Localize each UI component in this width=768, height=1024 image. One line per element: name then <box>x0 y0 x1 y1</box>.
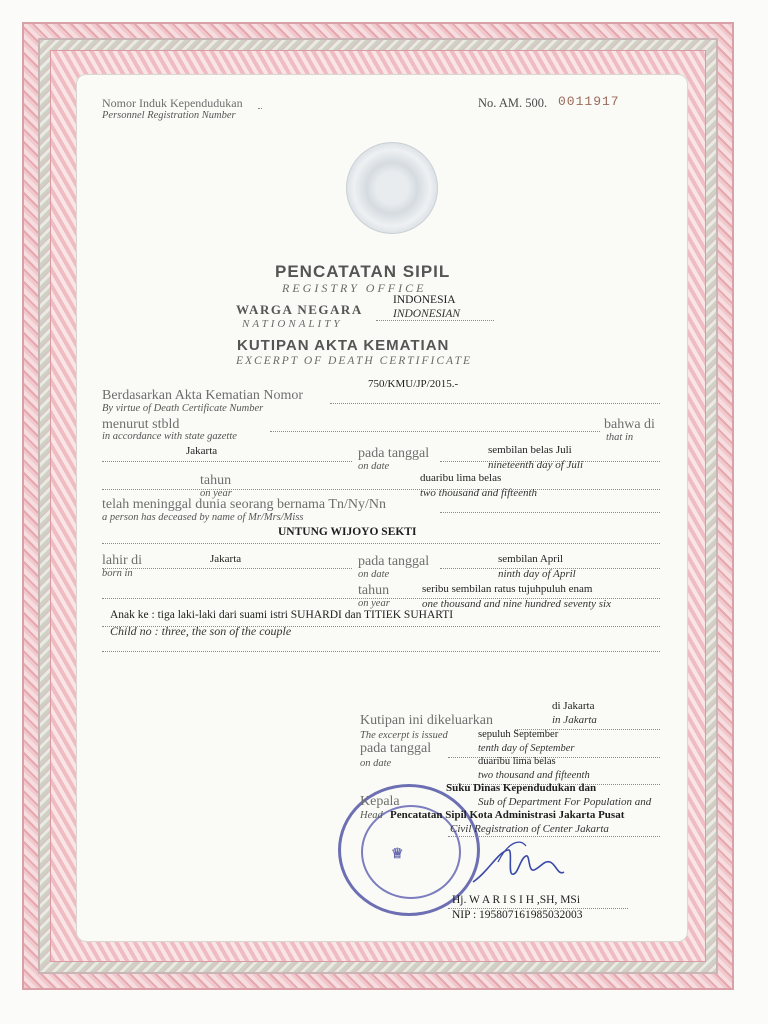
basis-label: Berdasarkan Akta Kematian Nomor <box>102 388 303 403</box>
birth-year-label-en: on year <box>358 598 390 609</box>
document-number-prefix: No. AM. 500. <box>478 96 548 110</box>
birth-year-en: one thousand and nine hundred seventy six <box>422 598 611 610</box>
death-year-en: two thousand and fifteenth <box>420 487 538 499</box>
birth-date: sembilan April <box>498 553 564 565</box>
child-line: Anak ke : tiga laki-laki dari suami istri SUHARDI dan TITIEK SUHARTI <box>110 609 454 621</box>
issue-date-label: pada tanggal <box>360 741 432 756</box>
death-place: Jakarta <box>186 445 218 457</box>
signature-icon <box>468 832 568 892</box>
deceased-name-dotted-line <box>102 543 660 544</box>
office-line-1: Suku Dinas Kependudukan dan <box>446 782 597 794</box>
birth-year-label: tahun <box>358 583 390 598</box>
deceased-label: telah meninggal dunia seorang bernama Tn/Ny/Nn <box>102 497 386 512</box>
basis-dotted-line <box>330 403 660 404</box>
hologram-seal-icon <box>346 142 438 234</box>
death-on-date-label: pada tanggal <box>358 446 430 461</box>
birth-date-en: ninth day of April <box>498 568 576 580</box>
nationality-value-en: INDONESIAN <box>393 308 461 320</box>
nik-dotted-line <box>258 108 262 109</box>
issue-date-en: tenth day of September <box>478 743 575 754</box>
stbld-label: menurut stbld <box>102 417 180 432</box>
nationality-label: WARGA NEGARA <box>236 302 363 317</box>
deceased-name: UNTUNG WIJOYO SEKTI <box>278 526 417 538</box>
official-stamp-icon: ♕ <box>338 784 480 916</box>
head-label: Kepala <box>360 794 400 809</box>
death-year-label-en: on year <box>200 488 232 499</box>
birth-on-date-label: pada tanggal <box>358 554 430 569</box>
deceased-label-en: a person has deceased by name of Mr/Mrs/Miss <box>102 512 304 523</box>
death-date: sembilan belas Juli <box>488 444 572 456</box>
death-year: duaribu lima belas <box>420 472 502 484</box>
nik-label: Nomor Induk Kependudukan <box>102 96 243 110</box>
death-place-dotted-line <box>102 461 352 462</box>
document-number: 0011917 <box>558 94 620 109</box>
born-label: lahir di <box>102 553 143 568</box>
issue-place-en: in Jakarta <box>552 714 597 726</box>
issue-year: duaribu lima belas <box>478 756 556 767</box>
death-year-label: tahun <box>200 473 232 488</box>
nationality-value: INDONESIA <box>393 294 456 306</box>
bahwa-label-en: that in <box>606 432 634 443</box>
office-line-1-en: Sub of Department For Population and <box>478 796 652 808</box>
nationality-dotted-line <box>376 320 494 321</box>
deceased-label-dotted-line <box>440 512 660 513</box>
nik-label-en: Personnel Registration Number <box>102 110 236 121</box>
issue-date-label-en: on date <box>360 758 392 769</box>
issue-year-en: two thousand and fifteenth <box>478 770 590 781</box>
empty-dotted-line <box>102 651 660 652</box>
basis-label-en: By virtue of Death Certificate Number <box>102 403 264 414</box>
issue-place: di Jakarta <box>552 700 595 712</box>
death-year-dotted-line <box>102 489 660 490</box>
stbld-label-en: in accordance with state gazette <box>102 431 237 442</box>
stbld-dotted-line <box>270 431 600 432</box>
excerpt-title: KUTIPAN AKTA KEMATIAN <box>237 337 450 354</box>
nationality-label-en: NATIONALITY <box>242 318 343 330</box>
head-label-en: Head <box>360 810 383 821</box>
issued-label-en: The excerpt is issued <box>360 730 448 741</box>
office-line-2: Pencatatan Sipil Kota Administrasi Jakarta Pusat <box>390 809 625 821</box>
bahwa-label: bahwa di <box>604 417 655 432</box>
birth-place-dotted-line <box>102 568 352 569</box>
issued-label: Kutipan ini dikeluarkan <box>360 713 493 728</box>
birth-place: Jakarta <box>210 553 242 565</box>
birth-on-date-label-en: on date <box>358 569 390 580</box>
office-line-2-en: Civil Registration of Center Jakarta <box>450 823 609 835</box>
excerpt-title-en: EXCERPT OF DEATH CERTIFICATE <box>236 355 473 367</box>
official-nip: NIP : 195807161985032003 <box>452 909 583 921</box>
birth-year: seribu sembilan ratus tujuhpuluh enam <box>422 583 593 595</box>
certificate-number: 750/KMU/JP/2015.- <box>368 378 459 390</box>
issue-date: sepuluh September <box>478 729 559 740</box>
death-date-en: nineteenth day of Juli <box>488 459 583 471</box>
child-line-en: Child no : three, the son of the couple <box>110 624 292 638</box>
registry-title-en: REGISTRY OFFICE <box>282 281 427 295</box>
registry-title: PENCATATAN SIPIL <box>275 262 451 281</box>
death-on-date-label-en: on date <box>358 461 390 472</box>
official-name: Hj. W A R I S I H ,SH, MSi <box>452 894 581 906</box>
born-label-en: born in <box>102 568 133 579</box>
